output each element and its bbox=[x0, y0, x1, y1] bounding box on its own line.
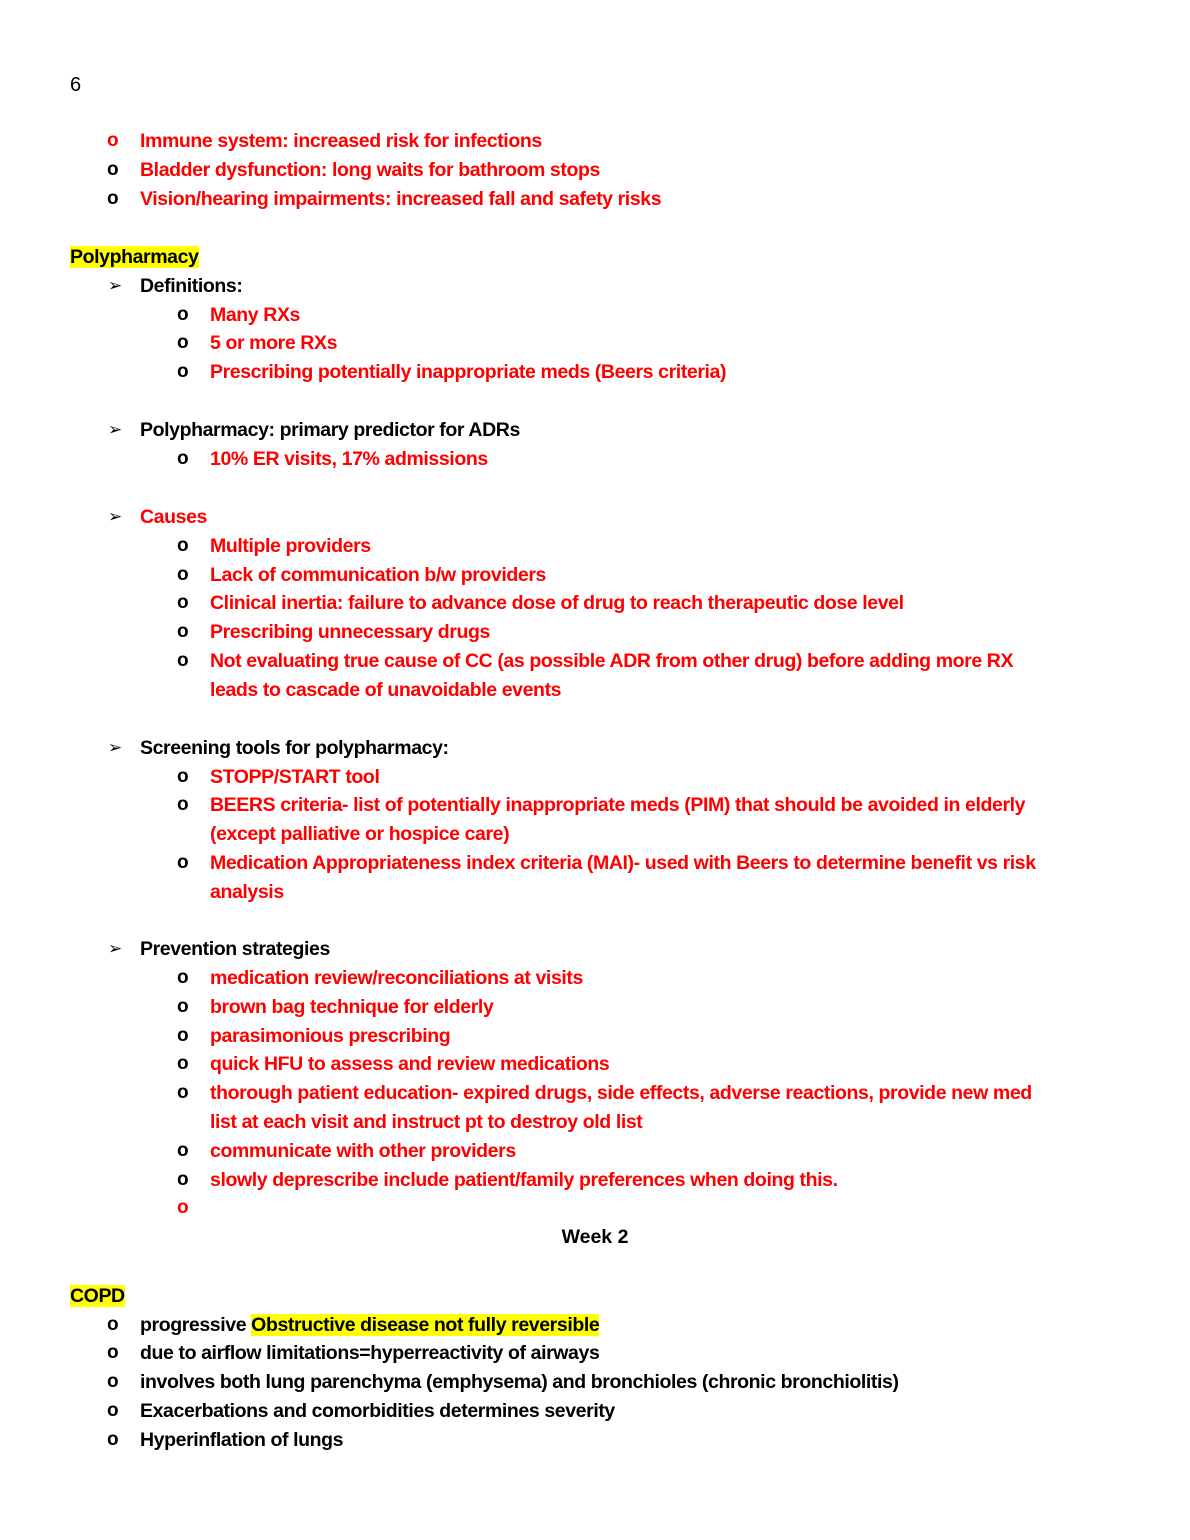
circle-bullet-icon: o bbox=[177, 766, 189, 787]
page-number: 6 bbox=[70, 74, 82, 96]
circle-bullet-icon: o bbox=[107, 1429, 119, 1450]
circle-bullet-icon: o bbox=[177, 304, 189, 325]
circle-bullet-icon: o bbox=[177, 1053, 189, 1074]
circle-bullet-icon: o bbox=[177, 794, 189, 815]
circle-bullet-icon: o bbox=[177, 564, 189, 585]
arrow-bullet-icon: ➢ bbox=[108, 276, 122, 295]
circle-bullet-icon: o bbox=[107, 159, 119, 180]
circle-bullet-icon: o bbox=[107, 1400, 119, 1421]
circle-bullet-icon: o bbox=[177, 852, 189, 873]
circle-bullet-icon: o bbox=[177, 332, 189, 353]
arrow-bullet-icon: ➢ bbox=[108, 738, 122, 757]
section-heading-polypharmacy: Polypharmacy bbox=[70, 246, 199, 268]
arrow-bullet-icon: ➢ bbox=[108, 420, 122, 439]
circle-bullet-icon: o bbox=[177, 592, 189, 613]
circle-bullet-icon: o bbox=[107, 1371, 119, 1392]
arrow-bullet-icon: ➢ bbox=[108, 507, 122, 526]
circle-bullet-icon: o bbox=[177, 967, 189, 988]
circle-bullet-icon: o bbox=[177, 1140, 189, 1161]
circle-bullet-icon: o bbox=[177, 650, 189, 671]
highlighted-text: Obstructive disease not fully reversible bbox=[251, 1314, 600, 1336]
section-heading-copd: COPD bbox=[70, 1285, 125, 1307]
circle-bullet-icon: o bbox=[177, 1197, 189, 1218]
circle-bullet-icon: o bbox=[107, 188, 119, 209]
circle-bullet-icon: o bbox=[177, 621, 189, 642]
circle-bullet-icon: o bbox=[177, 1025, 189, 1046]
circle-bullet-icon: o bbox=[107, 130, 119, 151]
week-title: Week 2 bbox=[561, 1226, 629, 1248]
circle-bullet-icon: o bbox=[107, 1314, 119, 1335]
circle-bullet-icon: o bbox=[177, 1082, 189, 1103]
arrow-bullet-icon: ➢ bbox=[108, 939, 122, 958]
circle-bullet-icon: o bbox=[177, 361, 189, 382]
circle-bullet-icon: o bbox=[177, 535, 189, 556]
circle-bullet-icon: o bbox=[107, 1342, 119, 1363]
circle-bullet-icon: o bbox=[177, 448, 189, 469]
circle-bullet-icon: o bbox=[177, 1169, 189, 1190]
circle-bullet-icon: o bbox=[177, 996, 189, 1017]
